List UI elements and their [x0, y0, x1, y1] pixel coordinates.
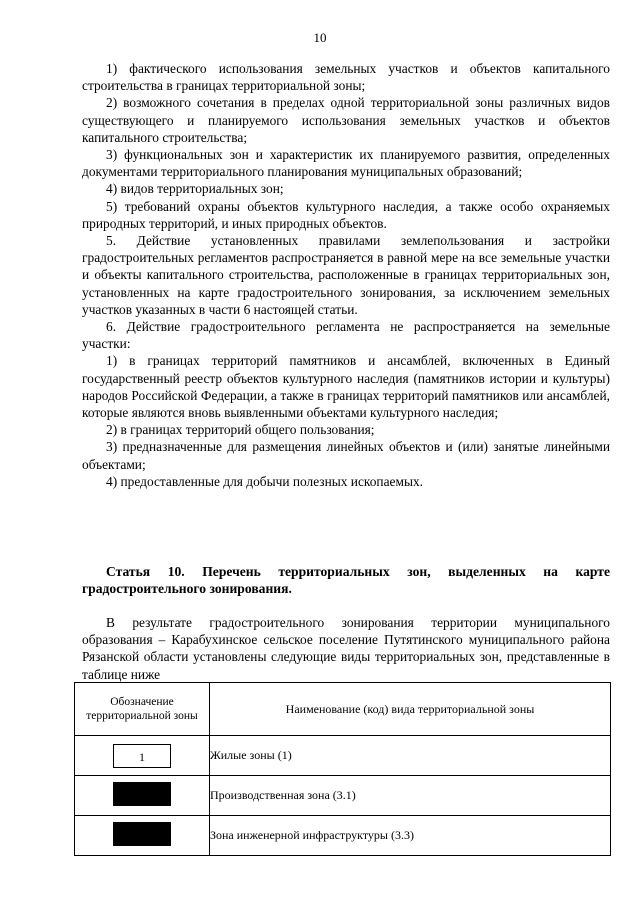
paragraph: 5) требований охраны объектов культурного наследия, а также особо охраняемых природных территорий, и иных природных объектов.: [82, 198, 610, 231]
paragraph: 1) фактического использования земельных участков и объектов капитального строительства в границах территориальной зоны;: [82, 61, 610, 94]
zone-name: Жилые зоны (1): [210, 736, 611, 776]
intro-paragraph: В результате градостроительного зонирования территории муниципального образования – Карабухинское сельское поселение Путятинского муниципального района Рязанской области установлены следующие виды территориальных зон, представленные в таблице ниже: [82, 615, 610, 682]
paragraph: 2) возможного сочетания в пределах одной территориальной зоны различных видов существующего и планируемого использования земельных участков и объектов капитального строительства;: [82, 95, 610, 145]
paragraph: 4) предоставленные для добычи полезных ископаемых.: [106, 473, 424, 489]
zone-code-cell: [75, 776, 210, 816]
header-name: Наименование (код) вида территориальной зоны: [210, 683, 611, 736]
zone-code-box: 1: [113, 744, 171, 768]
table-header-row: [75, 683, 611, 736]
zones-table: [74, 682, 611, 856]
article-body: [82, 60, 610, 490]
table-row: [75, 776, 611, 816]
table-row: [75, 736, 611, 776]
paragraph: 3) предназначенные для размещения линейных объектов и (или) занятые линейными объектами;: [82, 439, 610, 472]
paragraph: 2) в границах территорий общего пользования;: [106, 422, 375, 438]
table-row: [75, 816, 611, 856]
paragraph: 3) функциональных зон и характеристик их планируемого развития, определенных документами территориального планирования муниципальных образований;: [82, 147, 610, 180]
zone-code-cell: [75, 816, 210, 856]
zone-name: Зона инженерной инфраструктуры (3.3): [210, 816, 611, 856]
paragraph: 1) в границах территорий памятников и ансамблей, включенных в Единый государственный реестр объектов культурного наследия (памятников истории и культуры) народов Российской Федерации, а также в границах территорий памятников или ансамблей, которые являются вновь выявленными объектами культурного наследия;: [82, 353, 610, 421]
zone-name: Производственная зона (3.1): [210, 776, 611, 816]
zone-swatch: [113, 782, 171, 806]
header-code: Обозначение территориальной зоны: [75, 683, 210, 736]
zone-swatch: [113, 822, 171, 846]
paragraph: 4) видов территориальных зон;: [106, 181, 284, 197]
article-heading: Статья 10. Перечень территориальных зон, выделенных на карте градостроительного зонирования.: [82, 564, 610, 596]
paragraph: 6. Действие градостроительного регламента не распространяется на земельные участки:: [82, 319, 610, 352]
paragraph: 5. Действие установленных правилами землепользования и застройки градостроительных регламентов распространяется в равной мере на все земельные участки и объекты капитального строительства, расположенные в границах территориальных зон, установленных на карте градостроительного зонирования, за исключением земельных участков указанных в части 6 настоящей статьи.: [82, 233, 610, 317]
zone-code-cell: [75, 736, 210, 776]
page-number: 10: [313, 30, 327, 45]
